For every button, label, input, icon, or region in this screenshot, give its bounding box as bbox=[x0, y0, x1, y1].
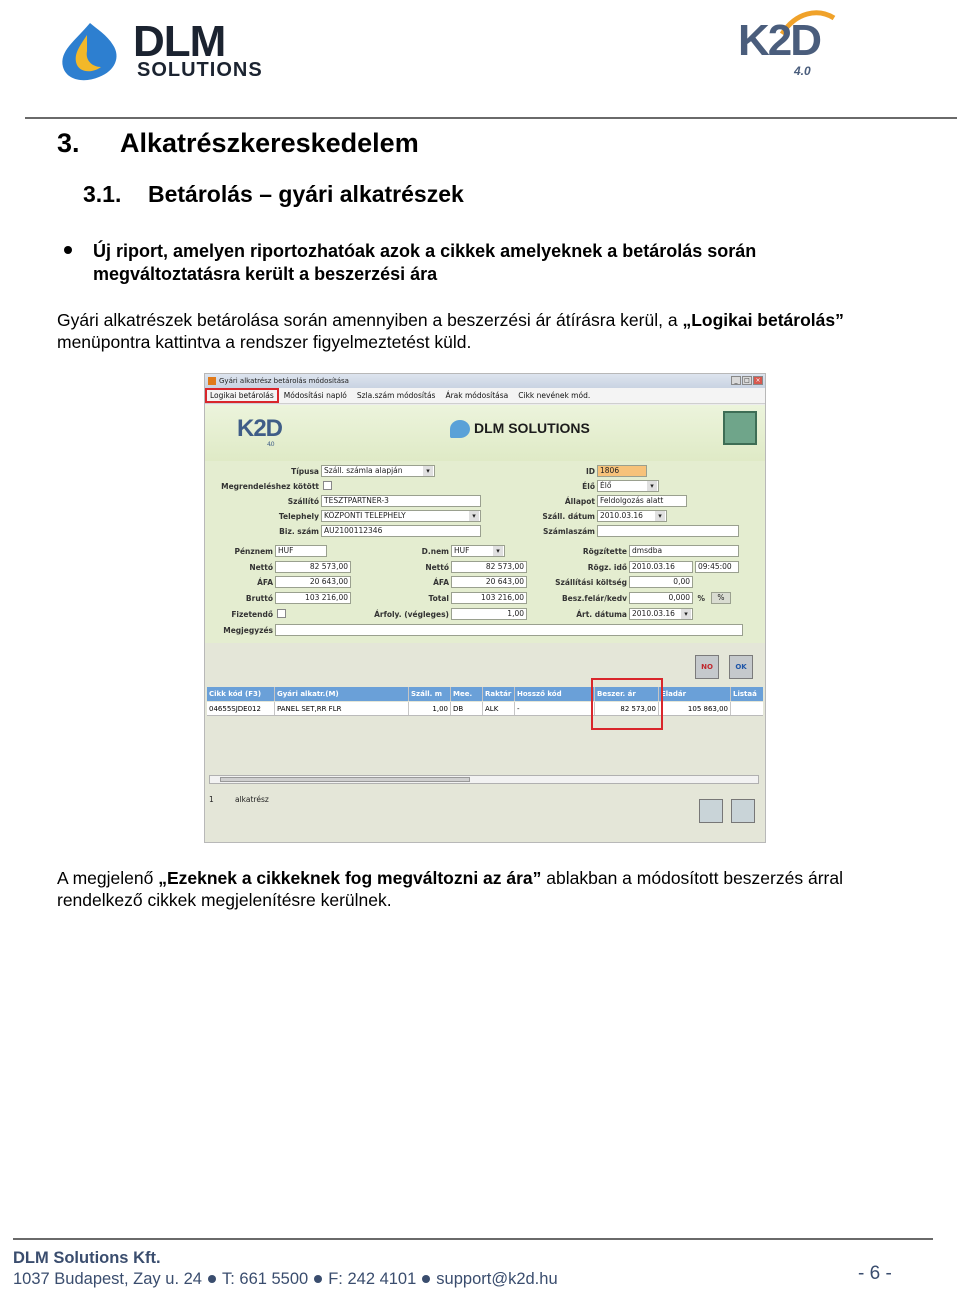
mini-dlm-drop-icon bbox=[450, 420, 470, 438]
arfoly-field[interactable]: 1,00 bbox=[451, 608, 527, 620]
afa2-field[interactable]: 20 643,00 bbox=[451, 576, 527, 588]
id-field: 1806 bbox=[597, 465, 647, 477]
label-netto: Nettó bbox=[249, 563, 273, 572]
label-elo: Élő bbox=[582, 482, 595, 491]
megjegyzes-field[interactable] bbox=[275, 624, 743, 636]
header-divider bbox=[25, 117, 957, 119]
grid-col-cikk-kod[interactable]: Cikk kód (F3) bbox=[207, 687, 275, 701]
menu-arak-modositasa[interactable]: Árak módosítása bbox=[445, 391, 509, 400]
dnem-select[interactable]: HUF ▾ bbox=[451, 545, 505, 557]
label-szallitasi-koltseg: Szállítási költség bbox=[555, 578, 627, 587]
tipusa-select[interactable]: Száll. számla alapján ▾ bbox=[321, 465, 435, 477]
menu-modositasi-naplo[interactable]: Módosítási napló bbox=[283, 391, 347, 400]
grid-col-gyari-alkatr[interactable]: Gyári alkatr.(M) bbox=[275, 687, 409, 701]
table-row[interactable] bbox=[207, 702, 763, 716]
grid-col-mee[interactable]: Mee. bbox=[451, 687, 483, 701]
footer-fax: F: 242 4101 bbox=[328, 1270, 417, 1288]
paragraph-1-text-b: menüpontra kattintva a rendszer figyelmeztetést küld. bbox=[57, 332, 472, 352]
form-panel bbox=[205, 461, 765, 643]
biz-szam-field[interactable]: AU2100112346 bbox=[321, 525, 481, 537]
label-megrendeleshez: Megrendeléshez kötött bbox=[221, 482, 319, 491]
netto2-field[interactable]: 82 573,00 bbox=[451, 561, 527, 573]
print-icon[interactable] bbox=[731, 799, 755, 823]
label-szall-datum: Száll. dátum bbox=[542, 512, 595, 521]
label-id: ID bbox=[585, 467, 595, 476]
scrollbar-thumb[interactable] bbox=[220, 777, 470, 782]
ok-button[interactable]: OK bbox=[729, 655, 753, 679]
page-number: - 6 - bbox=[858, 1263, 892, 1284]
grid-col-hossz-kod[interactable]: Hossző kód bbox=[515, 687, 595, 701]
grid-col-beszer-ar[interactable]: Beszer. ár bbox=[595, 687, 659, 701]
subsection-number: 3.1. bbox=[83, 181, 122, 207]
footer-phone: T: 661 5500 bbox=[221, 1270, 309, 1288]
label-afa2: ÁFA bbox=[433, 578, 449, 587]
szall-datum-field[interactable]: 2010.03.16 ▾ bbox=[597, 510, 667, 522]
subsection-heading bbox=[83, 181, 464, 208]
status-count: 1 bbox=[209, 795, 214, 804]
paragraph-1 bbox=[57, 309, 927, 353]
minimize-icon[interactable]: _ bbox=[731, 376, 741, 385]
window-titlebar bbox=[205, 374, 765, 388]
label-fizetendo: Fizetendő bbox=[231, 610, 273, 619]
fizetendo-checkbox[interactable] bbox=[277, 609, 286, 618]
megrendeleshez-checkbox[interactable] bbox=[323, 481, 332, 490]
penznem-field[interactable]: HUF bbox=[275, 545, 327, 557]
label-arfoly: Árfoly. (végleges) bbox=[374, 610, 449, 619]
footer-company: DLM Solutions Kft. bbox=[13, 1249, 161, 1267]
rogz-datum-field: 2010.03.16 bbox=[629, 561, 693, 573]
paragraph-2-text-b: ablakban a módosított beszerzés árral rendelkező cikkek megjelenítésre kerülnek. bbox=[57, 868, 843, 910]
label-penznem: Pénznem bbox=[234, 547, 273, 556]
footer-dot-icon bbox=[422, 1275, 430, 1283]
menu-logikai-betarolas[interactable]: Logikai betárolás bbox=[205, 388, 279, 403]
app-icon bbox=[208, 377, 216, 385]
dlm-logo-sub: SOLUTIONS bbox=[137, 59, 263, 81]
rogzitette-field: dmsdba bbox=[629, 545, 739, 557]
grid-cell-gyari-alkatr: PANEL SET,RR FLR bbox=[275, 702, 409, 715]
label-rogz-ido: Rögz. idő bbox=[587, 563, 627, 572]
label-besz-felar: Besz.felár/kedv bbox=[561, 594, 627, 603]
label-szamlaszam: Számlaszám bbox=[543, 527, 595, 536]
k2d-logo-version: 4.0 bbox=[794, 64, 811, 78]
dlm-drop-icon bbox=[55, 21, 125, 83]
label-brutto: Bruttó bbox=[245, 594, 273, 603]
footer-email: support@k2d.hu bbox=[436, 1270, 558, 1288]
no-button[interactable]: NO bbox=[695, 655, 719, 679]
dlm-logo-word: DLM bbox=[133, 17, 226, 66]
maximize-icon[interactable]: □ bbox=[742, 376, 752, 385]
total-field[interactable]: 103 216,00 bbox=[451, 592, 527, 604]
highlight-box-beszer-ar bbox=[591, 678, 663, 730]
grid-col-listaar[interactable]: Listaá bbox=[733, 690, 757, 698]
label-dnem: D.nem bbox=[421, 547, 449, 556]
status-text: alkatrész bbox=[235, 795, 269, 804]
section-number: 3. bbox=[57, 128, 80, 158]
label-megjegyzes: Megjegyzés bbox=[223, 626, 273, 635]
window-menubar bbox=[205, 388, 765, 404]
paragraph-2-text-a: A megjelenő bbox=[57, 868, 159, 888]
section-title: Alkatrészkereskedelem bbox=[120, 128, 419, 158]
pct-label: % bbox=[697, 594, 705, 603]
elo-select[interactable]: Élő ▾ bbox=[597, 480, 659, 492]
grid-col-raktar[interactable]: Raktár bbox=[483, 687, 515, 701]
k2d-logo-word: K2D bbox=[738, 16, 821, 65]
label-biz-szam: Biz. szám bbox=[279, 527, 319, 536]
paragraph-2 bbox=[57, 867, 927, 911]
dlm-solutions-logo bbox=[55, 15, 295, 85]
grid-cell-listaar bbox=[731, 702, 763, 715]
grid-cell-cikk-kod: 04655SJDE012 bbox=[207, 702, 275, 715]
szamlaszam-field[interactable] bbox=[597, 525, 739, 537]
horizontal-scrollbar[interactable] bbox=[209, 775, 759, 784]
close-icon[interactable]: × bbox=[753, 376, 763, 385]
mini-dlm-logo bbox=[450, 420, 590, 438]
besz-felar-field[interactable]: 0,000 bbox=[629, 592, 693, 604]
mini-k2d-word: K2D bbox=[237, 415, 283, 442]
label-allapot: Állapot bbox=[564, 497, 595, 506]
label-rogzitette: Rögzítette bbox=[582, 547, 627, 556]
pct-button[interactable]: % bbox=[711, 592, 731, 604]
label-netto2: Nettó bbox=[425, 563, 449, 572]
footer-dot-icon bbox=[208, 1275, 216, 1283]
label-szallito: Szállító bbox=[287, 497, 319, 506]
paragraph-1-bold: „Logikai betárolás” bbox=[682, 310, 844, 330]
grid-cell-mee: DB bbox=[451, 702, 483, 715]
label-telephely: Telephely bbox=[278, 512, 319, 521]
paragraph-1-text-a: Gyári alkatrészek betárolása során amennyiben a beszerzési ár átírásra kerül, a bbox=[57, 310, 683, 330]
szallitasi-koltseg-field[interactable]: 0,00 bbox=[629, 576, 693, 588]
allapot-field: Feldolgozás alatt bbox=[597, 495, 687, 507]
netto-field[interactable]: 82 573,00 bbox=[275, 561, 351, 573]
edit-doc-icon[interactable] bbox=[723, 411, 757, 445]
bullet-text: Új riport, amelyen riportozhatóak azok a cikkek amelyeknek a betárolás során megváltoztatásra került a beszerzési ára bbox=[93, 241, 757, 284]
footer-contact bbox=[13, 1270, 558, 1289]
brand-band bbox=[205, 405, 765, 461]
menu-szlaszam-modositas[interactable]: Szla.szám módosítás bbox=[356, 391, 436, 400]
art-datuma-field[interactable]: 2010.03.16 ▾ bbox=[629, 608, 693, 620]
label-art-datuma: Árt. dátuma bbox=[576, 610, 627, 619]
brutto-field[interactable]: 103 216,00 bbox=[275, 592, 351, 604]
footer-divider bbox=[13, 1238, 933, 1240]
mini-k2d-version: 4.0 bbox=[267, 441, 274, 448]
grid-header bbox=[207, 687, 763, 701]
footer-address: 1037 Budapest, Zay u. 24 bbox=[13, 1270, 202, 1288]
grid-cell-raktar: ALK bbox=[483, 702, 515, 715]
mini-k2d-logo bbox=[237, 415, 283, 448]
grid-cell-beszer-ar: 82 573,00 bbox=[595, 702, 659, 715]
szallito-field[interactable]: TESZTPARTNER-3 bbox=[321, 495, 481, 507]
paragraph-2-bold: „Ezeknek a cikkeknek fog megváltozni az ára” bbox=[158, 868, 542, 888]
grid-cell-hossz-kod: - bbox=[515, 702, 595, 715]
menu-cikk-neve-mod[interactable]: Cikk nevének mód. bbox=[518, 391, 591, 400]
grid-col-eladar[interactable]: Eladár bbox=[659, 687, 731, 701]
telephely-select[interactable]: KÖZPONTI TELEPHELY ▾ bbox=[321, 510, 481, 522]
k2d-logo bbox=[738, 8, 868, 83]
items-panel bbox=[205, 643, 765, 843]
status-bar bbox=[209, 795, 269, 804]
section-heading bbox=[57, 128, 419, 159]
rogz-time-field: 09:45:00 bbox=[695, 561, 739, 573]
afa-field[interactable]: 20 643,00 bbox=[275, 576, 351, 588]
subsection-title: Betárolás – gyári alkatrészek bbox=[148, 181, 464, 207]
footer-dot-icon bbox=[314, 1275, 322, 1283]
label-tipusa: Típusa bbox=[291, 467, 319, 476]
label-afa: ÁFA bbox=[257, 578, 273, 587]
app-screenshot-window bbox=[204, 373, 766, 843]
grid-col-szall-m[interactable]: Száll. m bbox=[409, 687, 451, 701]
grid-cell-szall-m: 1,00 bbox=[409, 702, 451, 715]
mini-dlm-word: DLM SOLUTIONS bbox=[474, 420, 590, 436]
export-icon[interactable] bbox=[699, 799, 723, 823]
window-title: Gyári alkatrész betárolás módosítása bbox=[219, 377, 349, 385]
grid-cell-eladar: 105 863,00 bbox=[659, 702, 731, 715]
label-total: Total bbox=[428, 594, 449, 603]
bullet-dot-icon bbox=[64, 246, 72, 254]
